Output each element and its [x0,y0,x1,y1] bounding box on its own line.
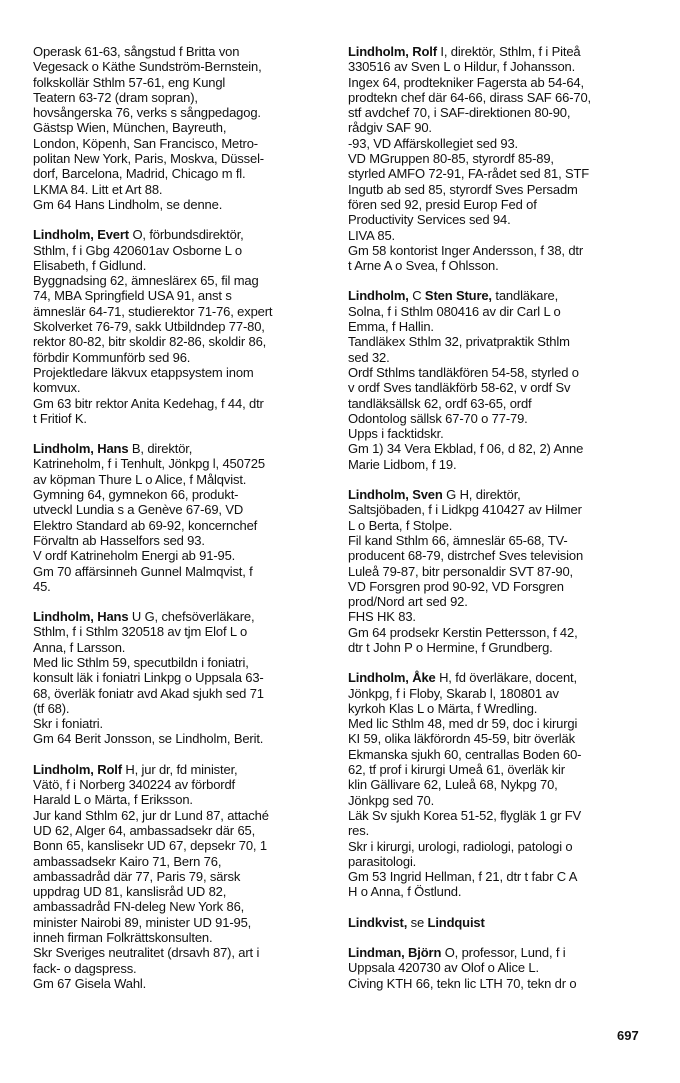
entry-text-line [348,228,648,243]
entry-text: I, direktör, Sthlm, f i Piteå [436,44,581,59]
entry-text: Sthlm, f i Gbg 420601av Osborne L o [33,242,242,258]
entry-text: styrled AMFO 72-91, FA-rådet sed 81, STF [348,166,590,182]
entry-text-line [33,518,333,533]
entry-text: rektor 80-82, bitr skoldir 82-86, skoldir 86, [33,334,267,350]
entry-text-line [33,624,333,639]
entry-text-line [348,319,648,334]
entry-text: minister Nairobi 89, minister UD 91-95, [33,914,252,930]
entry-text-line [348,365,648,380]
entry-text-line [348,380,648,395]
entry-name: Sten Sture, [424,288,492,304]
entry-text-line [33,258,333,273]
entry-text: Ordf Sthlms tandläkfören 54-58, styrled o [348,364,579,380]
entry-text: av köpman Thure L o Alice, f Målqvist. [33,471,247,487]
entry-text-line [33,288,333,303]
entry-text-line [33,365,333,380]
entry-text-line [348,411,648,426]
entry-name: Lindquist [427,914,485,930]
entry-text: prodtekn chef där 64-66, dirass SAF 66-70, [348,89,592,105]
entry-text-line [348,258,648,273]
entry-text: konsult läk i foniatri Linkpg o Uppsala 63- [33,670,264,686]
entry-text-line [33,961,333,976]
entry-text-line [348,426,648,441]
entry-text-line [348,808,648,823]
entry-text-line [33,854,333,869]
entry-text-line [33,75,333,90]
biography-entry [348,487,648,655]
entry-text: Gm 64 Berit Jonsson, se Lindholm, Berit. [33,731,264,747]
biography-entry [348,44,648,273]
entry-text: Jönkpg, f i Floby, Skarab l, 180801 av [348,685,559,701]
entry-text-line [33,350,333,365]
entry-text-line [348,396,648,411]
entry-text: Gm 53 Ingrid Hellman, f 21, dtr t fabr C A [348,869,578,885]
entry-text-line [348,762,648,777]
entry-name: Lindholm, Hans [33,609,129,625]
entry-text: Productivity Services sed 94. [348,212,511,228]
entry-text: Civing KTH 66, tekn lic LTH 70, tekn dr o [348,975,577,991]
entry-text: O, professor, Lund, f i [441,945,566,961]
entry-text: 62, tf prof i kirurgi Umeå 61, överläk kir [348,762,565,778]
biography-entry [33,44,333,212]
entry-text-line [33,472,333,487]
left-column [33,44,333,1006]
page-number: 697 [617,1028,639,1043]
entry-text-line [348,686,648,701]
entry-text: 68, överläk foniatr avd Akad sjukh sed 71 [33,685,264,701]
entry-text-line [33,670,333,685]
entry-heading-line [348,44,648,59]
entry-text: H, jur dr, fd minister, [121,761,238,777]
entry-text: ambassadråd där 77, Paris 79, särsk [33,868,241,884]
entry-text-line [348,731,648,746]
entry-text-line [33,90,333,105]
entry-text-line [33,869,333,884]
entry-text: Marie Lidbom, f 19. [348,456,457,472]
entry-text-line [33,548,333,563]
entry-text: Katrineholm, f i Tenhult, Jönkpg l, 450725 [33,456,265,472]
entry-text-line [33,105,333,120]
entry-text: Bonn 65, kanslisekr UD 67, depsekr 70, 1 [33,838,267,854]
entry-text: tandläksällsk 62, ordf 63-65, ordf [348,395,532,411]
entry-text: 330516 av Sven L o Hildur, f Johansson. [348,59,576,75]
entry-text: se [407,914,428,930]
entry-text: Luleå 79-87, bitr personaldir SVT 87-90, [348,563,574,579]
entry-heading-line [33,227,333,242]
entry-text: Läk Sv sjukh Korea 51-52, flygläk 1 gr FV [348,807,582,823]
biography-entry [33,227,333,426]
entry-text: Ingutb ab sed 85, styrordf Sves Persadm [348,181,578,197]
entry-text: Tandläkex Sthlm 32, privatpraktik Sthlm [348,334,570,350]
entry-text: O, förbundsdirektör, [128,227,244,243]
entry-text-line [33,701,333,716]
entry-text: Ingex 64, prodtekniker Fagersta ab 54-64, [348,74,584,90]
entry-text: Gm 70 affärsinneh Gunnel Malmqvist, f [33,563,253,579]
entry-text: Vegesack o Käthe Sundström-Bernstein, [33,59,262,75]
entry-heading-line [348,670,648,685]
entry-text-line [348,594,648,609]
entry-text-line [348,441,648,456]
entry-text-line [33,777,333,792]
entry-text-line [33,915,333,930]
entry-text: H o Anna, f Östlund. [348,884,462,900]
entry-text-line [348,747,648,762]
entry-text: Uppsala 420730 av Olof o Alice L. [348,960,539,976]
entry-text: inneh firman Folkrättskonsulten. [33,930,213,946]
entry-text-line [33,838,333,853]
entry-text-line [33,564,333,579]
entry-text: hovsångerska 76, verks s sångpedagog. [33,105,261,121]
right-column [348,44,648,1006]
entry-text: Anna, f Larsson. [33,639,126,655]
entry-text: London, Köpenh, San Francisco, Metro- [33,135,258,151]
entry-text-line [33,411,333,426]
entry-text: Sthlm, f i Sthlm 320518 av tjm Elof L o [33,624,248,640]
entry-text: ämneslär 64-71, studierektor 71-76, expert [33,303,273,319]
entry-text-line [348,151,648,166]
entry-text-line [348,640,648,655]
entry-heading-line [33,44,333,59]
biography-entry [33,762,333,991]
entry-heading-line [33,762,333,777]
entry-text-line [33,396,333,411]
entry-text-line [348,166,648,181]
entry-text: klin Gällivare 62, Luleå 68, Nykpg 70, [348,777,558,793]
entry-text: rådgiv SAF 90. [348,120,432,136]
entry-text-line [348,518,648,533]
entry-text: Vätö, f i Norberg 340224 av förbordf [33,777,236,793]
entry-text: Gymning 64, gymnekon 66, produkt- [33,487,239,503]
entry-heading-line [33,441,333,456]
entry-text-line [348,457,648,472]
entry-text: dorf, Barcelona, Madrid, Chicago m fl. [33,166,246,182]
entry-text: LIVA 85. [348,227,395,243]
entry-text-line [348,701,648,716]
entry-text: Byggnadsing 62, ämneslärex 65, fil mag [33,273,259,289]
entry-text-line [348,823,648,838]
entry-text-line [348,884,648,899]
entry-text: G H, direktör, [442,487,521,503]
entry-text-line [33,976,333,991]
entry-heading-line [348,288,648,303]
entry-text-line [33,731,333,746]
entry-text: Gm 64 prodsekr Kerstin Pettersson, f 42, [348,624,578,640]
entry-text: (tf 68). [33,700,70,716]
entry-text-line [348,564,648,579]
entry-text-line [33,380,333,395]
entry-text: -93, VD Affärskollegiet sed 93. [348,135,518,151]
entry-text: Skolverket 76-79, sakk Utbildndep 77-80, [33,319,265,335]
entry-text: Solna, f i Sthlm 080416 av dir Carl L o [348,303,561,319]
entry-text: parasitologi. [348,853,417,869]
entry-text: producent 68-79, distrchef Sves television [348,548,584,564]
entry-text-line [348,212,648,227]
entry-text: FHS HK 83. [348,609,416,625]
entry-text: Gm 63 bitr rektor Anita Kedehag, f 44, dtr [33,395,264,411]
entry-text: H, fd överläkare, docent, [435,670,577,686]
entry-text: prod/Nord art sed 92. [348,594,468,610]
entry-text-line [348,75,648,90]
entry-text-line [33,59,333,74]
entry-text: kyrkoh Klas L o Märta, f Wredling. [348,700,538,716]
entry-text: komvux. [33,380,81,396]
entry-text: t Fritiof K. [33,410,87,426]
entry-text: fören sed 92, presid Europ Fed of [348,196,537,212]
biography-entry [348,945,648,991]
entry-text: Gm 1) 34 Vera Ekblad, f 06, d 82, 2) Anne [348,441,584,457]
entry-text: Skr i kirurgi, urologi, radiologi, patologi o [348,838,573,854]
entry-text-line [348,625,648,640]
entry-text-line [348,716,648,731]
entry-text: UD 62, Alger 64, ambassadsekr där 65, [33,822,256,838]
entry-text: L o Berta, f Stolpe. [348,517,453,533]
entry-text-line [348,502,648,517]
entry-text: V ordf Katrineholm Energi ab 91-95. [33,548,236,564]
entry-text-line [348,350,648,365]
entry-text-line [33,319,333,334]
entry-text-line [33,792,333,807]
entry-name: Lindholm, Sven [348,487,443,503]
entry-text: KI 59, olika läkförordn 45-59, bitr överläk [348,731,575,747]
entry-text-line [348,59,648,74]
entry-text: VD Forsgren prod 90-92, VD Forsgren [348,578,564,594]
entry-text-line [348,197,648,212]
entry-name: Lindholm, Rolf [33,761,122,777]
entry-text-line [348,334,648,349]
entry-text: Gm 58 kontorist Inger Andersson, f 38, dtr [348,242,584,258]
entry-text-line [33,884,333,899]
entry-text-line [33,197,333,212]
entry-text-line [33,716,333,731]
entry-text: fack- o dagspress. [33,960,137,976]
entry-text-line [348,793,648,808]
entry-text: Med lic Sthlm 59, specutbildn i foniatri, [33,654,249,670]
entry-text-line [33,899,333,914]
entry-text: Emma, f Hallin. [348,319,434,335]
entry-text-line [348,182,648,197]
entry-text-line [33,686,333,701]
entry-text: Upps i facktidskr. [348,426,444,442]
entry-name: Lindkvist, [348,914,408,930]
entry-text: t Arne A o Svea, f Ohlsson. [348,258,499,274]
entry-text-line [348,243,648,258]
entry-name: Lindholm, Evert [33,227,129,243]
entry-name: Lindholm, Rolf [348,44,437,59]
entry-text: 74, MBA Springfield USA 91, anst s [33,288,232,304]
entry-text: Elektro Standard ab 69-92, koncernchef [33,517,258,533]
entry-text: 45. [33,578,51,594]
entry-text: U G, chefsöverläkare, [128,609,255,625]
entry-text: ambassadsekr Kairo 71, Bern 76, [33,853,222,869]
biography-entry [348,288,648,472]
entry-text-line [33,151,333,166]
entry-text-line [348,839,648,854]
entry-text: Teatern 63-72 (dram sopran), [33,89,198,105]
entry-text-line [33,640,333,655]
entry-name: Lindholm, Hans [33,441,129,457]
entry-text-line [348,90,648,105]
entry-text: folkskollär Sthlm 57-61, eng Kungl [33,74,226,90]
entry-text: stf avdchef 70, i SAF-direktionen 80-90, [348,105,571,121]
entry-text-line [348,777,648,792]
entry-text-line [33,655,333,670]
entry-text: Projektledare läkvux etappsystem inom [33,364,254,380]
entry-text: res. [348,823,370,839]
entry-text: v ordf Sves tandläkförb 58-62, v ordf Sv [348,380,571,396]
entry-text: förbdir Kommunförb sed 96. [33,349,191,365]
entry-text-line [348,105,648,120]
entry-text-line [33,243,333,258]
entry-text-line [33,502,333,517]
entry-text: tandläkare, [491,288,559,304]
entry-text: Fil kand Sthlm 66, ämneslär 65-68, TV- [348,532,568,548]
entry-text-line [33,304,333,319]
biography-entry [348,670,648,899]
entry-text: Med lic Sthlm 48, med dr 59, doc i kirurgi [348,716,578,732]
entry-text: Gm 67 Gisela Wahl. [33,975,147,991]
entry-text-line [33,166,333,181]
entry-text-line [348,136,648,151]
entry-text: dtr t John P o Hermine, f Grundberg. [348,639,553,655]
entry-text: Gästsp Wien, München, Bayreuth, [33,120,227,136]
entry-text-line [348,304,648,319]
entry-text: Odontolog sällsk 67-70 o 77-79. [348,410,528,426]
entry-text-line [348,533,648,548]
entry-text: Saltsjöbaden, f i Lidkpg 410427 av Hilmer [348,502,582,518]
entry-text-line [33,120,333,135]
entry-text-line [33,823,333,838]
entry-text-line [33,273,333,288]
entry-text-line [33,136,333,151]
entry-text: Elisabeth, f Gidlund. [33,257,147,273]
biography-entry [33,441,333,594]
entry-heading-line [348,945,648,960]
biography-entry [348,915,648,930]
entry-text: Gm 64 Hans Lindholm, se denne. [33,196,223,212]
entry-text-line [348,548,648,563]
entry-text: ambassadråd FN-deleg New York 86, [33,899,245,915]
entry-text: Skr i foniatri. [33,716,103,732]
entry-text-line [33,945,333,960]
entry-text-line [33,456,333,471]
entry-text-line [348,579,648,594]
entry-heading-line [33,609,333,624]
entry-name: Lindholm, [348,288,409,304]
entry-text: utveckl Lundia s a Genève 67-69, VD [33,502,244,518]
entry-text: LKMA 84. Litt et Art 88. [33,181,163,197]
entry-text-line [348,869,648,884]
entry-text: Operask 61-63, sångstud f Britta von [33,44,240,59]
entry-text: VD MGruppen 80-85, styrordf 85-89, [348,151,554,167]
entry-name: Lindholm, Åke [348,670,436,686]
entry-text-line [33,334,333,349]
entry-heading-line [348,487,648,502]
entry-text: Jönkpg sed 70. [348,792,435,808]
entry-heading-line [348,915,648,930]
entry-text: Förvaltn ab Hasselfors sed 93. [33,532,205,548]
entry-text: Skr Sveriges neutralitet (drsavh 87), art i [33,945,260,961]
entry-text-line [348,960,648,975]
entry-text: Jur kand Sthlm 62, jur dr Lund 87, attaché [33,807,269,823]
entry-text-line [33,182,333,197]
entry-text-line [348,854,648,869]
entry-text: Harald L o Märta, f Eriksson. [33,792,193,808]
entry-text: Ekmanska sjukh 60, centrallas Boden 60- [348,746,582,762]
entry-name: Lindman, Björn [348,945,442,961]
biography-entry [33,609,333,747]
entry-text-line [348,609,648,624]
entry-text: sed 32. [348,349,390,365]
entry-text: B, direktör, [128,441,193,457]
entry-text: C [408,288,425,304]
entry-text-line [33,808,333,823]
entry-text: uppdrag UD 81, kanslisråd UD 82, [33,884,227,900]
entry-text-line [33,533,333,548]
entry-text-line [33,487,333,502]
entry-text-line [33,579,333,594]
entry-text: politan New York, Paris, Moskva, Düssel- [33,151,264,167]
entry-text-line [33,930,333,945]
entry-text-line [348,976,648,991]
entry-text-line [348,120,648,135]
